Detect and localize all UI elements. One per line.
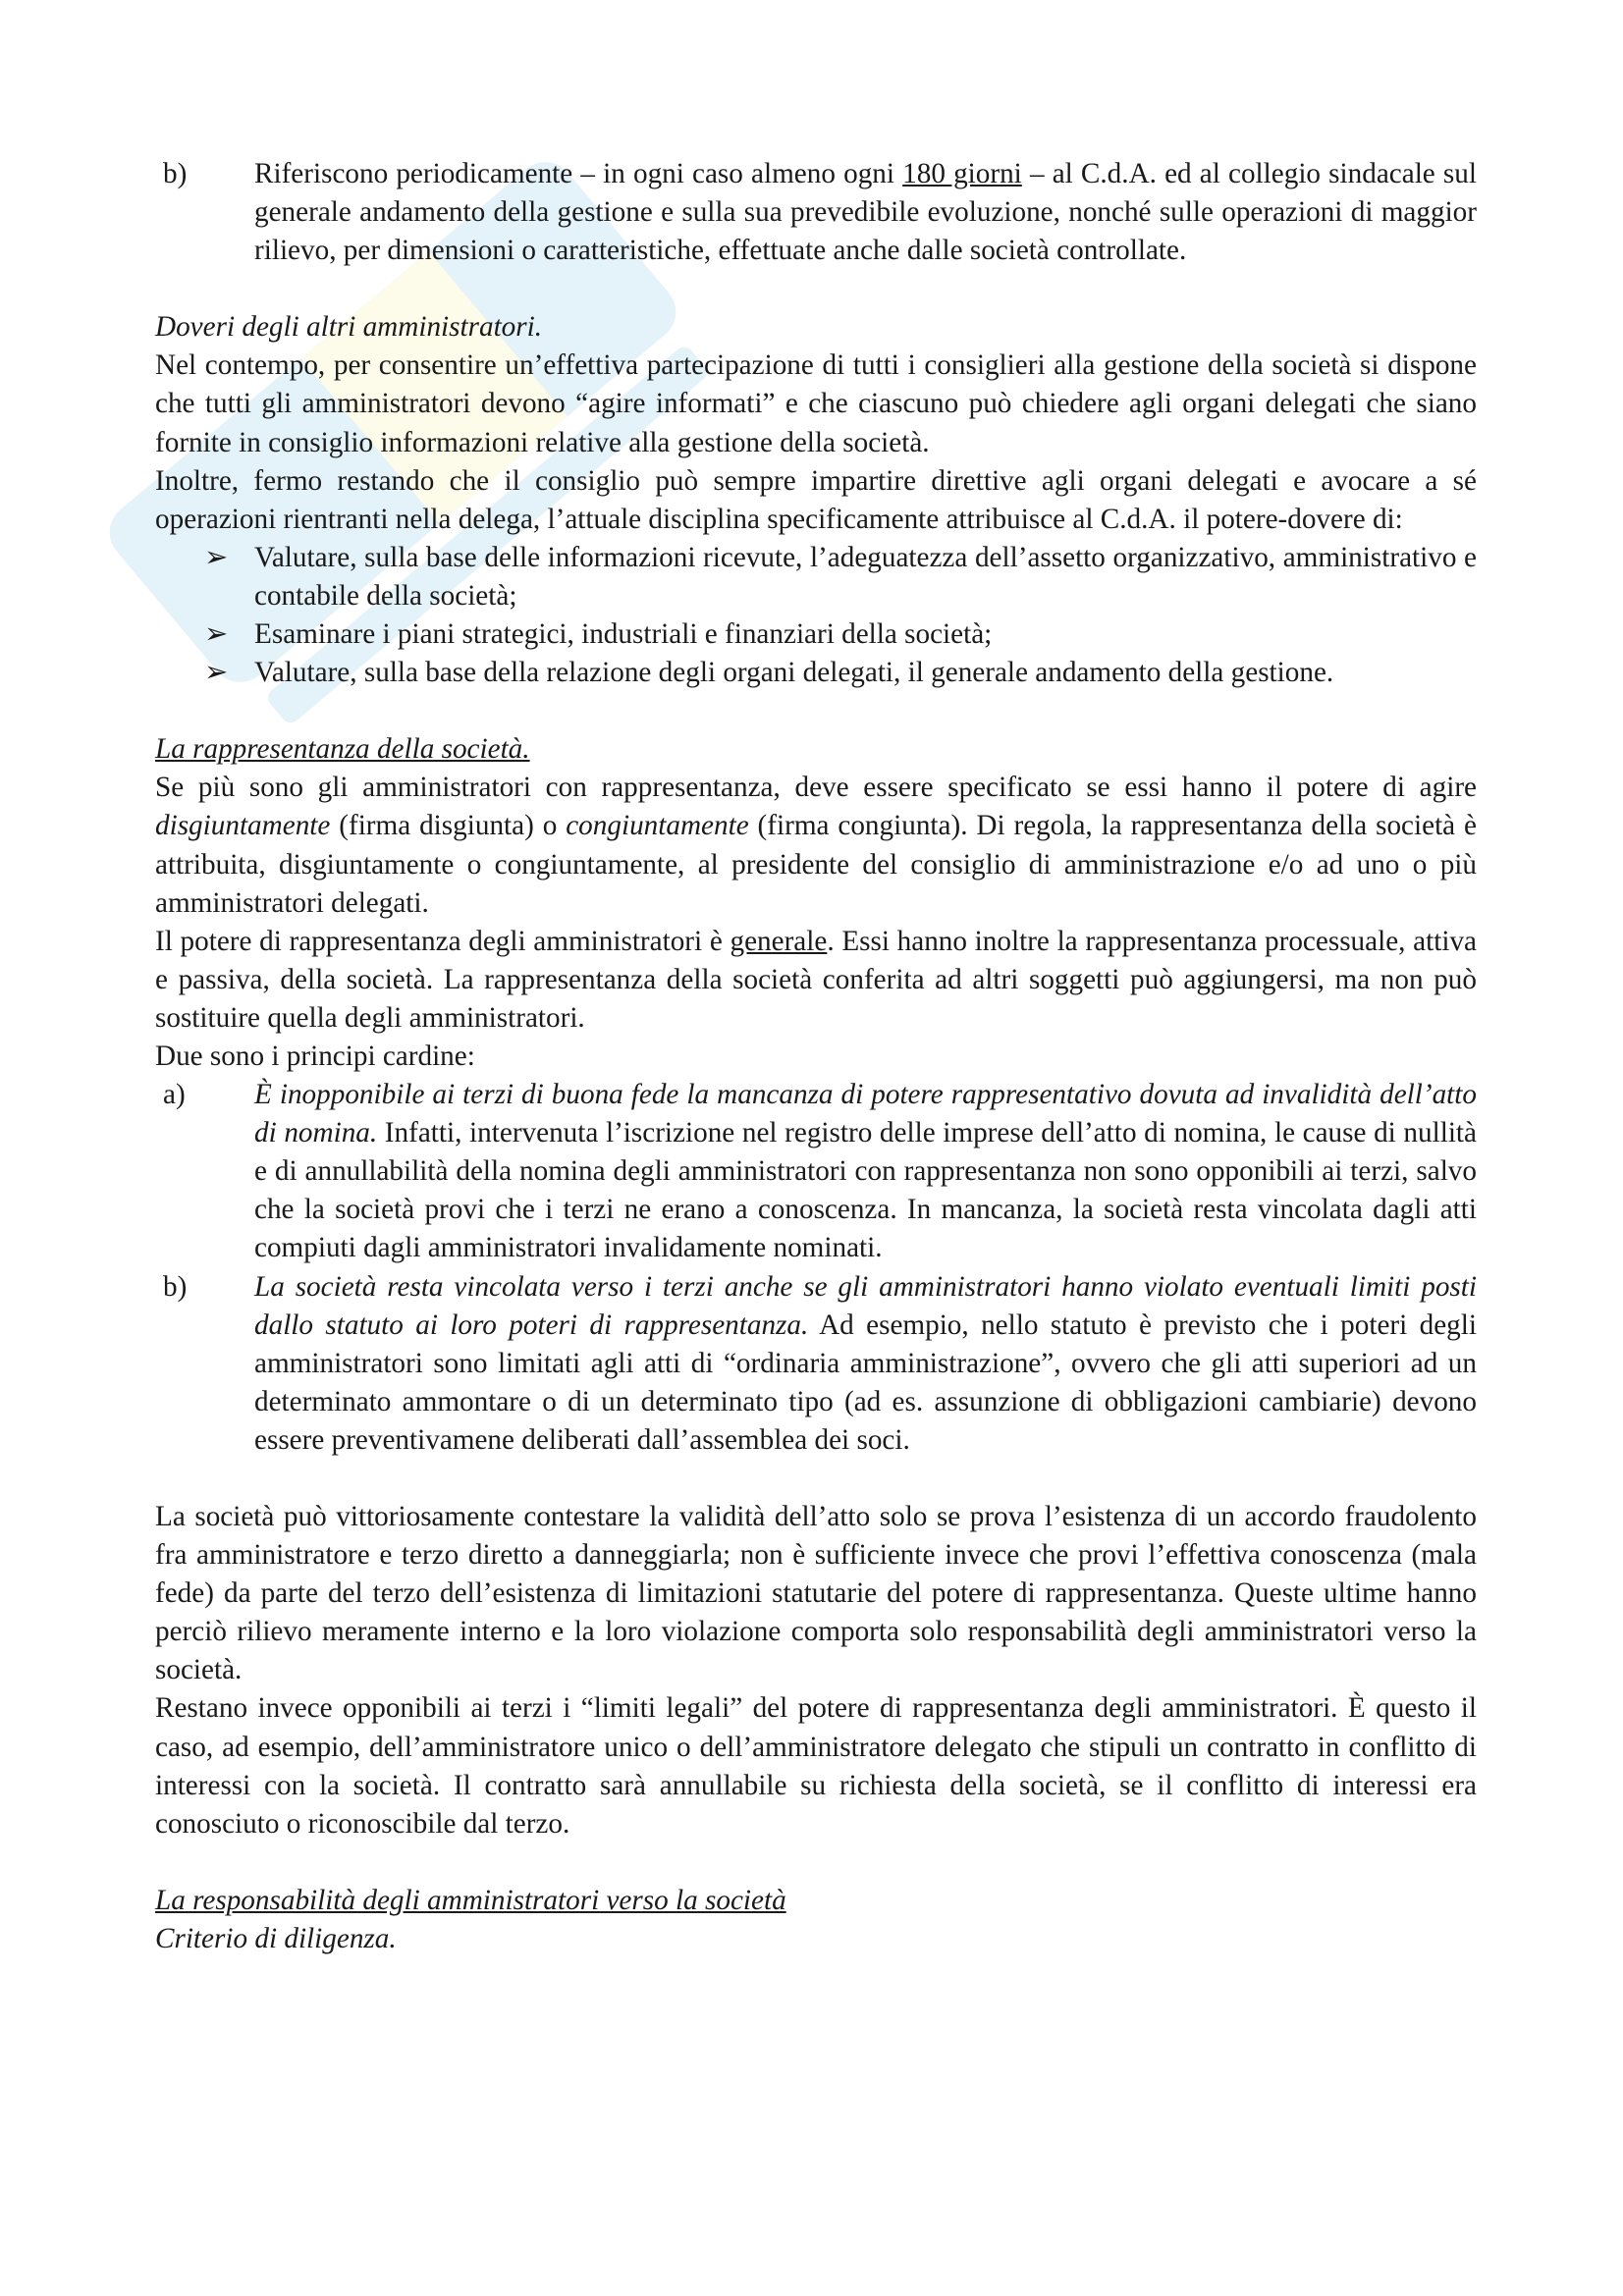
section-heading-doveri: Doveri degli altri amministratori. <box>155 311 543 344</box>
text: (firma disgiunta) o <box>330 810 567 842</box>
paragraph: Inoltre, fermo restando che il consiglio può sempre impartire direttive agli organi delegati e avocare a sé operazioni rientranti nella delega, l’attuale disciplina specificamente attribuisce al C.d.A. il potere-dovere di: <box>155 464 1477 535</box>
paragraph: La società può vittoriosamente contestare la validità dell’atto solo se prova l’esistenza di un accordo fraudolento fra amministratore e terzo diretto a danneggiarla; non è sufficiente invece che provi l’effettiva conoscenza (mala fede) da parte del terzo dell’esistenza di limitazioni statutarie del potere di rappresentanza. Queste ultime hanno perciò rilievo meramente interno e la loro violazione comporta solo responsabilità degli amministratori verso la società. <box>155 1501 1477 1686</box>
underlined-term: 180 giorni <box>902 158 1022 189</box>
bullet-item <box>155 539 1477 615</box>
paragraph: Due sono i principi cardine: <box>155 1040 475 1072</box>
list-marker: a) <box>163 1079 186 1111</box>
paragraph <box>155 923 1477 1038</box>
paragraph: Nel contempo, per consentire un’effettiva partecipazione di tutti i consiglieri alla gestione della società si dispone che tutti gli amministratori devono “agire informati” e che ciascuno può chiedere agli organi delegati che siano fornite in consiglio informazioni relative alla gestione della società. <box>155 349 1477 458</box>
list-marker: b) <box>163 1270 188 1303</box>
text: . Essi hanno inoltre la rappresentanza processuale, attiva e passiva, della società. La rappresentanza della società conferita ad altri soggetti può aggiungersi, ma non può sostituire quella degli amministratori. <box>155 925 1477 1034</box>
bullet-item <box>155 654 1477 692</box>
text: Il potere di rappresentanza degli amministratori è <box>155 925 730 957</box>
italic-term: disgiuntamente <box>155 810 331 842</box>
paragraph <box>155 769 1477 922</box>
text: Ad esempio, nello statuto è previsto che i poteri degli amministratori sono limitati agli atti di “ordinaria amministrazione”, ovvero che gli atti superiori ad un determinato ammontare o di un determinato tipo (ad es. assunzione di obbligazioni cambiarie) devono essere preventivamene deliberati dall’assemblea dei soci. <box>254 1308 1477 1456</box>
italic-term: congiuntamente <box>566 810 749 842</box>
arrow-bullet-icon: ➢ <box>204 541 229 573</box>
section-heading-responsabilita: La responsabilità degli amministratori verso la società <box>155 1884 786 1916</box>
text: Infatti, intervenuta l’iscrizione nel registro delle imprese dell’atto di nomina, le cause di nullità e di annullabilità della nomina degli amministratori con rappresentanza non sono opponibili ai terzi, salvo che la società provi che i terzi ne erano a conoscenza. In mancanza, la società resta vincolata dagli atti compiuti dagli amministratori invalidamente nominati. <box>254 1117 1477 1264</box>
italic-principle: La società resta vincolata verso i terzi anche se gli amministratori hanno violato eventuali limiti posti dallo statuto ai loro poteri di rappresentanza. <box>254 1270 1477 1341</box>
arrow-bullet-icon: ➢ <box>204 618 229 651</box>
text: Se più sono gli amministratori con rappresentanza, deve essere specificato se essi hanno il potere di agire <box>155 772 1477 804</box>
bullet-text: Valutare, sulla base delle informazioni ricevute, l’adeguatezza dell’assetto organizzativo, amministrativo e contabile della società; <box>254 541 1477 612</box>
text: Riferiscono periodicamente – in ogni caso almeno ogni <box>254 158 903 189</box>
section-heading-rappresentanza: La rappresentanza della società. <box>155 733 530 766</box>
text: – al C.d.A. ed al collegio sindacale sul generale andamento della gestione e sulla sua prevedibile evoluzione, nonché sulle operazioni di maggior rilievo, per dimensioni o caratteristiche, effettuate anche dalle società controllate. <box>254 158 1477 267</box>
italic-principle: È inopponibile ai terzi di buona fede la mancanza di potere rappresentativo dovuta ad invalidità dell’atto di nomina. <box>254 1079 1477 1149</box>
list-item-b-reporting <box>155 155 1477 270</box>
underlined-term: generale <box>730 925 828 957</box>
list-marker: b) <box>163 158 188 189</box>
arrow-bullet-icon: ➢ <box>204 657 229 689</box>
subheading-diligenza: Criterio di diligenza. <box>155 1922 397 1954</box>
bullet-item <box>155 615 1477 654</box>
paragraph: Restano invece opponibili ai terzi i “limiti legali” del potere di rappresentanza degli amministratori. È questo il caso, ad esempio, dell’amministratore unico o dell’amministratore delegato che stipuli un contratto in conflitto di interessi con la società. Il contratto sarà annullabile su richiesta della società, se il conflitto di interessi era conosciuto o riconoscibile dal terzo. <box>155 1692 1477 1840</box>
bullet-text: Valutare, sulla base della relazione degli organi delegati, il generale andamento della gestione. <box>254 657 1334 689</box>
text: (firma congiunta). Di regola, la rappresentanza della società è attribuita, disgiuntamente o congiuntamente, al presidente del consiglio di amministrazione e/o ad uno o più amministratori delegati. <box>155 810 1477 919</box>
list-item-a-principle <box>155 1076 1477 1267</box>
bullet-text: Esaminare i piani strategici, industriali e finanziari della società; <box>254 618 993 651</box>
document-page <box>155 155 1477 1958</box>
list-item-b-principle <box>155 1268 1477 1460</box>
